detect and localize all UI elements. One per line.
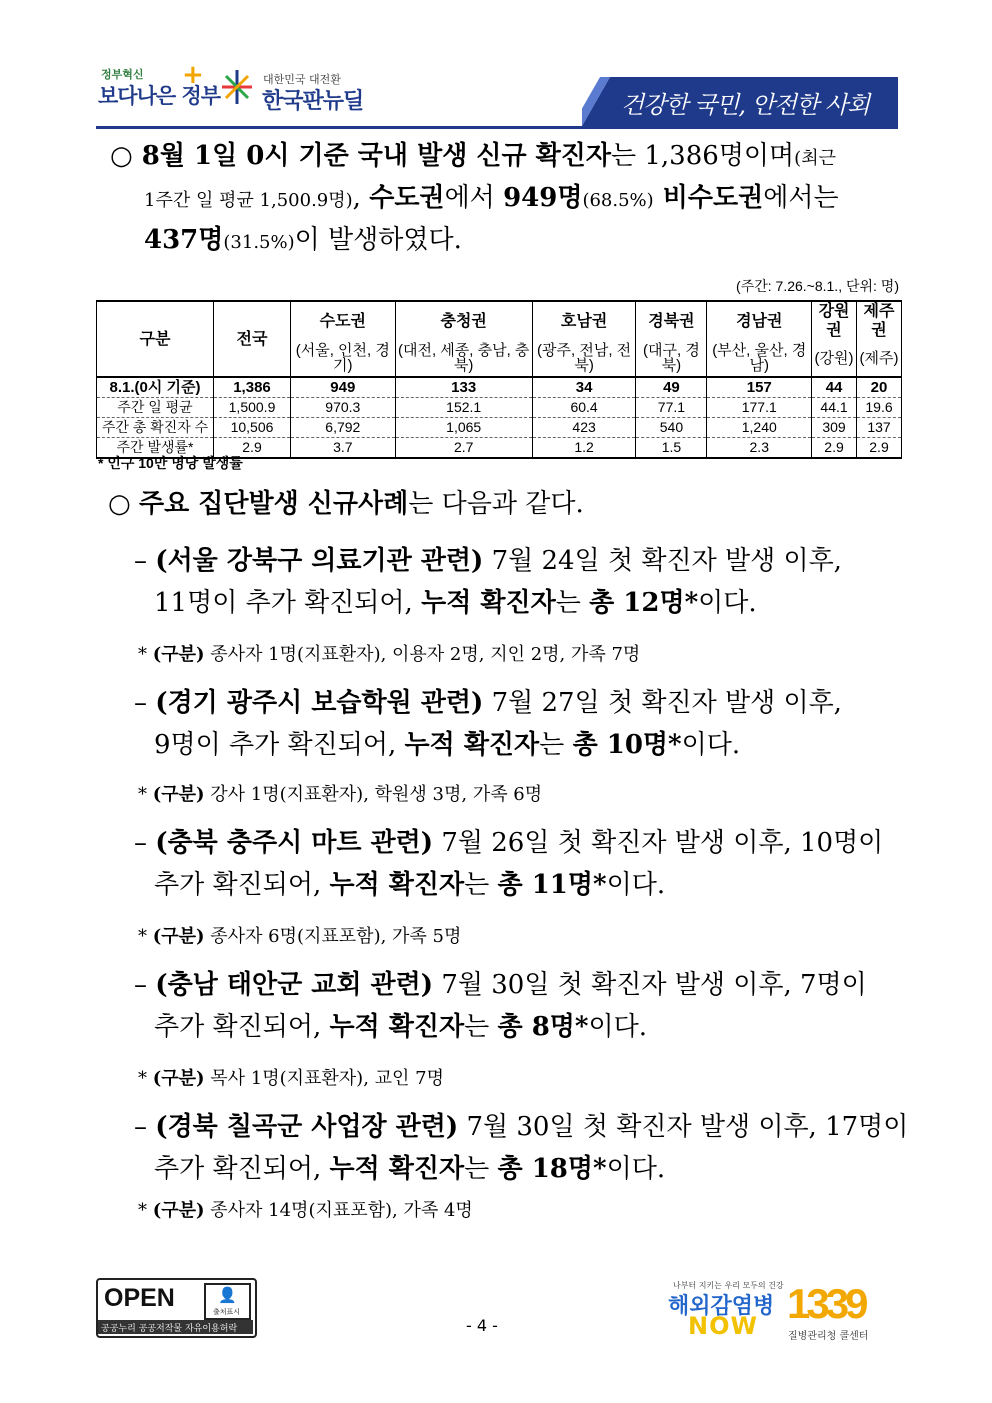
intro-line-3	[144, 220, 462, 263]
table-unit-note: (주간: 7.26.~8.1., 단위: 명)	[736, 278, 899, 294]
col-subheader-region: (부산, 울산, 경남)	[707, 340, 812, 377]
overseas-disease-logo: 해외감염병	[668, 1294, 775, 1319]
cell: 10,506	[214, 418, 291, 438]
cell: 133	[395, 377, 532, 398]
note-text: 강사 1명(지표환자), 학원생 3명, 가족 6명	[204, 784, 543, 805]
cell: 1,065	[395, 418, 532, 438]
note-label: (구분)	[152, 1200, 205, 1221]
cluster-cumulative-label: 누적 확진자	[421, 588, 556, 618]
cluster-3-line-2	[154, 865, 665, 906]
cell: 44.1	[812, 398, 857, 418]
cluster-total: 총 8명*	[497, 1012, 589, 1042]
newdeal-logo-icon	[220, 68, 254, 106]
gov-logo-tagline: 정부혁신	[101, 68, 144, 81]
col-header-region: 수도권	[291, 301, 396, 340]
note-text: 목사 1명(지표환자), 교인 7명	[204, 1068, 444, 1089]
person-icon: 👤	[218, 1286, 237, 1304]
cluster-3-note: * (구분) 종사자 6명(지표포함), 가족 5명	[138, 926, 462, 947]
banner-slogan: 건강한 국민, 안전한 사회	[620, 91, 870, 119]
newdeal-logo: 한국판뉴딜	[262, 89, 364, 114]
bullet-circle: ○	[108, 489, 139, 519]
cluster-cumulative-label: 누적 확진자	[404, 730, 540, 760]
cluster-end: 이다.	[698, 588, 757, 618]
cell: 49	[636, 377, 707, 398]
intro-in: 에서	[444, 183, 504, 213]
cluster-particle: 는	[464, 1154, 498, 1184]
cell: 44	[812, 377, 857, 398]
intro-in-2: 에서는	[763, 183, 839, 213]
cluster-end: 이다.	[681, 730, 741, 760]
cluster-3-line-1: – (충북 충주시 마트 관련) 7월 26일 첫 확진자 발생 이후, 10명이	[134, 828, 884, 858]
cell: 970.3	[291, 398, 396, 418]
newdeal-logo-tagline: 대한민국 대전환	[263, 73, 341, 86]
col-header-region: 경북권	[636, 301, 707, 340]
note-text: 종사자 6명(지표포함), 가족 5명	[204, 926, 462, 947]
cluster-title: (서울 강북구 의료기관 관련)	[155, 546, 484, 576]
intro-line-1	[110, 136, 836, 179]
intro-noncapital-label: 비수도권	[653, 183, 764, 213]
gov-logo-plus-icon: +	[182, 60, 204, 90]
regional-cases-table	[96, 300, 902, 459]
cell: 137	[857, 418, 902, 438]
row-label: 주간 총 확진자 수	[97, 418, 214, 438]
cluster-desc: 7월 27일 첫 확진자 발생 이후,	[483, 688, 842, 718]
cell: 1.5	[636, 438, 707, 459]
cluster-added: 11명이 추가 확진되어,	[154, 588, 422, 618]
cell: 1,386	[214, 377, 291, 398]
cell: 2.3	[707, 438, 812, 459]
cluster-end: 이다.	[606, 1154, 666, 1184]
note-text: 종사자 1명(지표환자), 이용자 2명, 지인 2명, 가족 7명	[204, 644, 641, 665]
intro-end: 이 발생하였다.	[294, 225, 462, 255]
intro-capital-label: 수도권	[369, 183, 445, 213]
cluster-intro-rest: 는 다음과 같다.	[408, 489, 584, 519]
cell: 60.4	[532, 398, 636, 418]
intro-weekly-avg: 1주간 일 평균 1,500.9명)	[144, 190, 353, 211]
cell: 949	[291, 377, 396, 398]
col-subheader-region: (강원)	[812, 340, 857, 377]
intro-line-2	[144, 178, 839, 221]
cluster-total: 총 18명*	[497, 1154, 607, 1184]
intro-count: 는 1,386명이며	[611, 141, 795, 171]
cluster-1-line-2	[154, 583, 757, 624]
table-row	[97, 418, 902, 438]
cluster-added: 추가 확진되어,	[154, 1012, 330, 1042]
col-subheader-region: (대구, 경북)	[636, 340, 707, 377]
cluster-5-line-2	[154, 1149, 665, 1190]
cell: 1,240	[707, 418, 812, 438]
hotline-label: 질병관리청 콜센터	[788, 1331, 869, 1342]
cell: 2.9	[857, 438, 902, 459]
cluster-cumulative-label: 누적 확진자	[329, 1154, 465, 1184]
cluster-title: (경북 칠곡군 사업장 관련)	[155, 1112, 459, 1142]
row-label: 8.1.(0시 기준)	[97, 377, 214, 398]
note-label: (구분)	[152, 926, 205, 947]
cluster-4-line-1: – (충남 태안군 교회 관련) 7월 30일 첫 확진자 발생 이후, 7명이	[134, 970, 867, 1000]
header-divider	[96, 126, 898, 129]
cell: 3.7	[291, 438, 396, 459]
col-header-region: 경남권	[707, 301, 812, 340]
cluster-cumulative-label: 누적 확진자	[329, 1012, 465, 1042]
cluster-intro	[108, 484, 584, 525]
col-header-category: 구분	[97, 301, 214, 377]
cluster-5-note: * (구분) 종사자 14명(지표포함), 가족 4명	[138, 1200, 473, 1221]
col-subheader-region: (서울, 인천, 경기)	[291, 340, 396, 377]
cluster-end: 이다.	[606, 870, 666, 900]
col-header-region: 제주권	[857, 301, 902, 340]
cell: 34	[532, 377, 636, 398]
intro-capital-pct: (68.5%)	[582, 190, 654, 211]
col-header-region: 호남권	[532, 301, 636, 340]
gov-logo: 보다나은 정부	[98, 84, 221, 108]
note-text: 종사자 14명(지표포함), 가족 4명	[204, 1200, 473, 1221]
cluster-desc: 7월 24일 첫 확진자 발생 이후,	[483, 546, 842, 576]
cell: 540	[636, 418, 707, 438]
col-subheader-region: (대전, 세종, 충남, 충북)	[395, 340, 532, 377]
cell: 2.9	[214, 438, 291, 459]
table-row	[97, 377, 902, 398]
note-label: (구분)	[152, 1068, 205, 1089]
attribution-label: 출처표시	[212, 1308, 241, 1316]
open-license-word: OPEN	[104, 1284, 175, 1312]
cluster-2-note: * (구분) 강사 1명(지표환자), 학원생 3명, 가족 6명	[138, 784, 543, 805]
cluster-particle: 는	[464, 870, 498, 900]
intro-noncapital-count: 437명	[144, 225, 224, 255]
col-header-region: 강원권	[812, 301, 857, 340]
overseas-disease-now: NOW	[688, 1312, 758, 1340]
cluster-particle: 는	[539, 730, 573, 760]
cell: 20	[857, 377, 902, 398]
cell: 2.7	[395, 438, 532, 459]
cell: 1.2	[532, 438, 636, 459]
intro-noncapital-pct: (31.5%)	[223, 232, 295, 253]
cell: 152.1	[395, 398, 532, 418]
cluster-1-line-1: – (서울 강북구 의료기관 관련) 7월 24일 첫 확진자 발생 이후,	[134, 546, 842, 576]
cluster-4-line-2	[154, 1007, 647, 1048]
cluster-intro-bold: 주요 집단발생 신규사례	[138, 489, 409, 519]
cluster-desc: 7월 30일 첫 확진자 발생 이후, 7명이	[433, 970, 867, 1000]
intro-recent-label: (최근	[794, 148, 836, 169]
cluster-added: 추가 확진되어,	[154, 870, 330, 900]
table-footnote: * 인구 10만 명당 발생률	[98, 455, 243, 471]
cluster-cumulative-label: 누적 확진자	[329, 870, 465, 900]
open-license-text: 공공누리 공공저작물 자유이용허락	[101, 1324, 238, 1334]
cluster-added: 9명이 추가 확진되어,	[154, 730, 405, 760]
col-header-region: 충청권	[395, 301, 532, 340]
cluster-5-line-1: – (경북 칠곡군 사업장 관련) 7월 30일 첫 확진자 발생 이후, 17명이	[134, 1112, 909, 1142]
overseas-disease-tagline: 나부터 지키는 우리 모두의 건강	[673, 1281, 784, 1290]
cluster-desc: 7월 26일 첫 확진자 발생 이후, 10명이	[433, 828, 884, 858]
page-number: - 4 -	[466, 1316, 498, 1335]
cluster-total: 총 12명*	[589, 588, 699, 618]
cluster-end: 이다.	[588, 1012, 648, 1042]
cell: 309	[812, 418, 857, 438]
cell: 77.1	[636, 398, 707, 418]
cell: 1,500.9	[214, 398, 291, 418]
cluster-desc: 7월 30일 첫 확진자 발생 이후, 17명이	[458, 1112, 909, 1142]
intro-headline: ○ 8월 1일 0시 기준 국내 발생 신규 확진자	[110, 141, 611, 171]
cell: 6,792	[291, 418, 396, 438]
cluster-title: (충북 충주시 마트 관련)	[155, 828, 434, 858]
col-header-total: 전국	[214, 301, 291, 377]
intro-capital-count: 949명	[503, 183, 583, 213]
row-label: 주간 발생률*	[97, 438, 214, 459]
table-row	[97, 398, 902, 418]
cell: 157	[707, 377, 812, 398]
cell: 19.6	[857, 398, 902, 418]
col-subheader-region: (제주)	[857, 340, 902, 377]
row-label: 주간 일 평균	[97, 398, 214, 418]
cluster-title: (경기 광주시 보습학원 관련)	[155, 688, 484, 718]
note-label: (구분)	[152, 644, 205, 665]
intro-comma: ,	[352, 183, 370, 213]
cluster-2-line-1: – (경기 광주시 보습학원 관련) 7월 27일 첫 확진자 발생 이후,	[134, 688, 842, 718]
cluster-particle: 는	[555, 588, 590, 618]
cluster-2-line-2	[154, 725, 740, 766]
cell: 2.9	[812, 438, 857, 459]
col-subheader-region: (광주, 전남, 전북)	[532, 340, 636, 377]
cluster-1-note: * (구분) 종사자 1명(지표환자), 이용자 2명, 지인 2명, 가족 7명	[138, 644, 641, 665]
cell: 177.1	[707, 398, 812, 418]
cluster-total: 총 10명*	[572, 730, 682, 760]
cluster-title: (충남 태안군 교회 관련)	[155, 970, 434, 1000]
cell: 423	[532, 418, 636, 438]
cluster-4-note: * (구분) 목사 1명(지표환자), 교인 7명	[138, 1068, 444, 1089]
cluster-added: 추가 확진되어,	[154, 1154, 330, 1184]
cluster-total: 총 11명*	[497, 870, 607, 900]
hotline-1339-logo: 1339	[787, 1280, 865, 1327]
note-label: (구분)	[152, 784, 205, 805]
cluster-particle: 는	[464, 1012, 498, 1042]
